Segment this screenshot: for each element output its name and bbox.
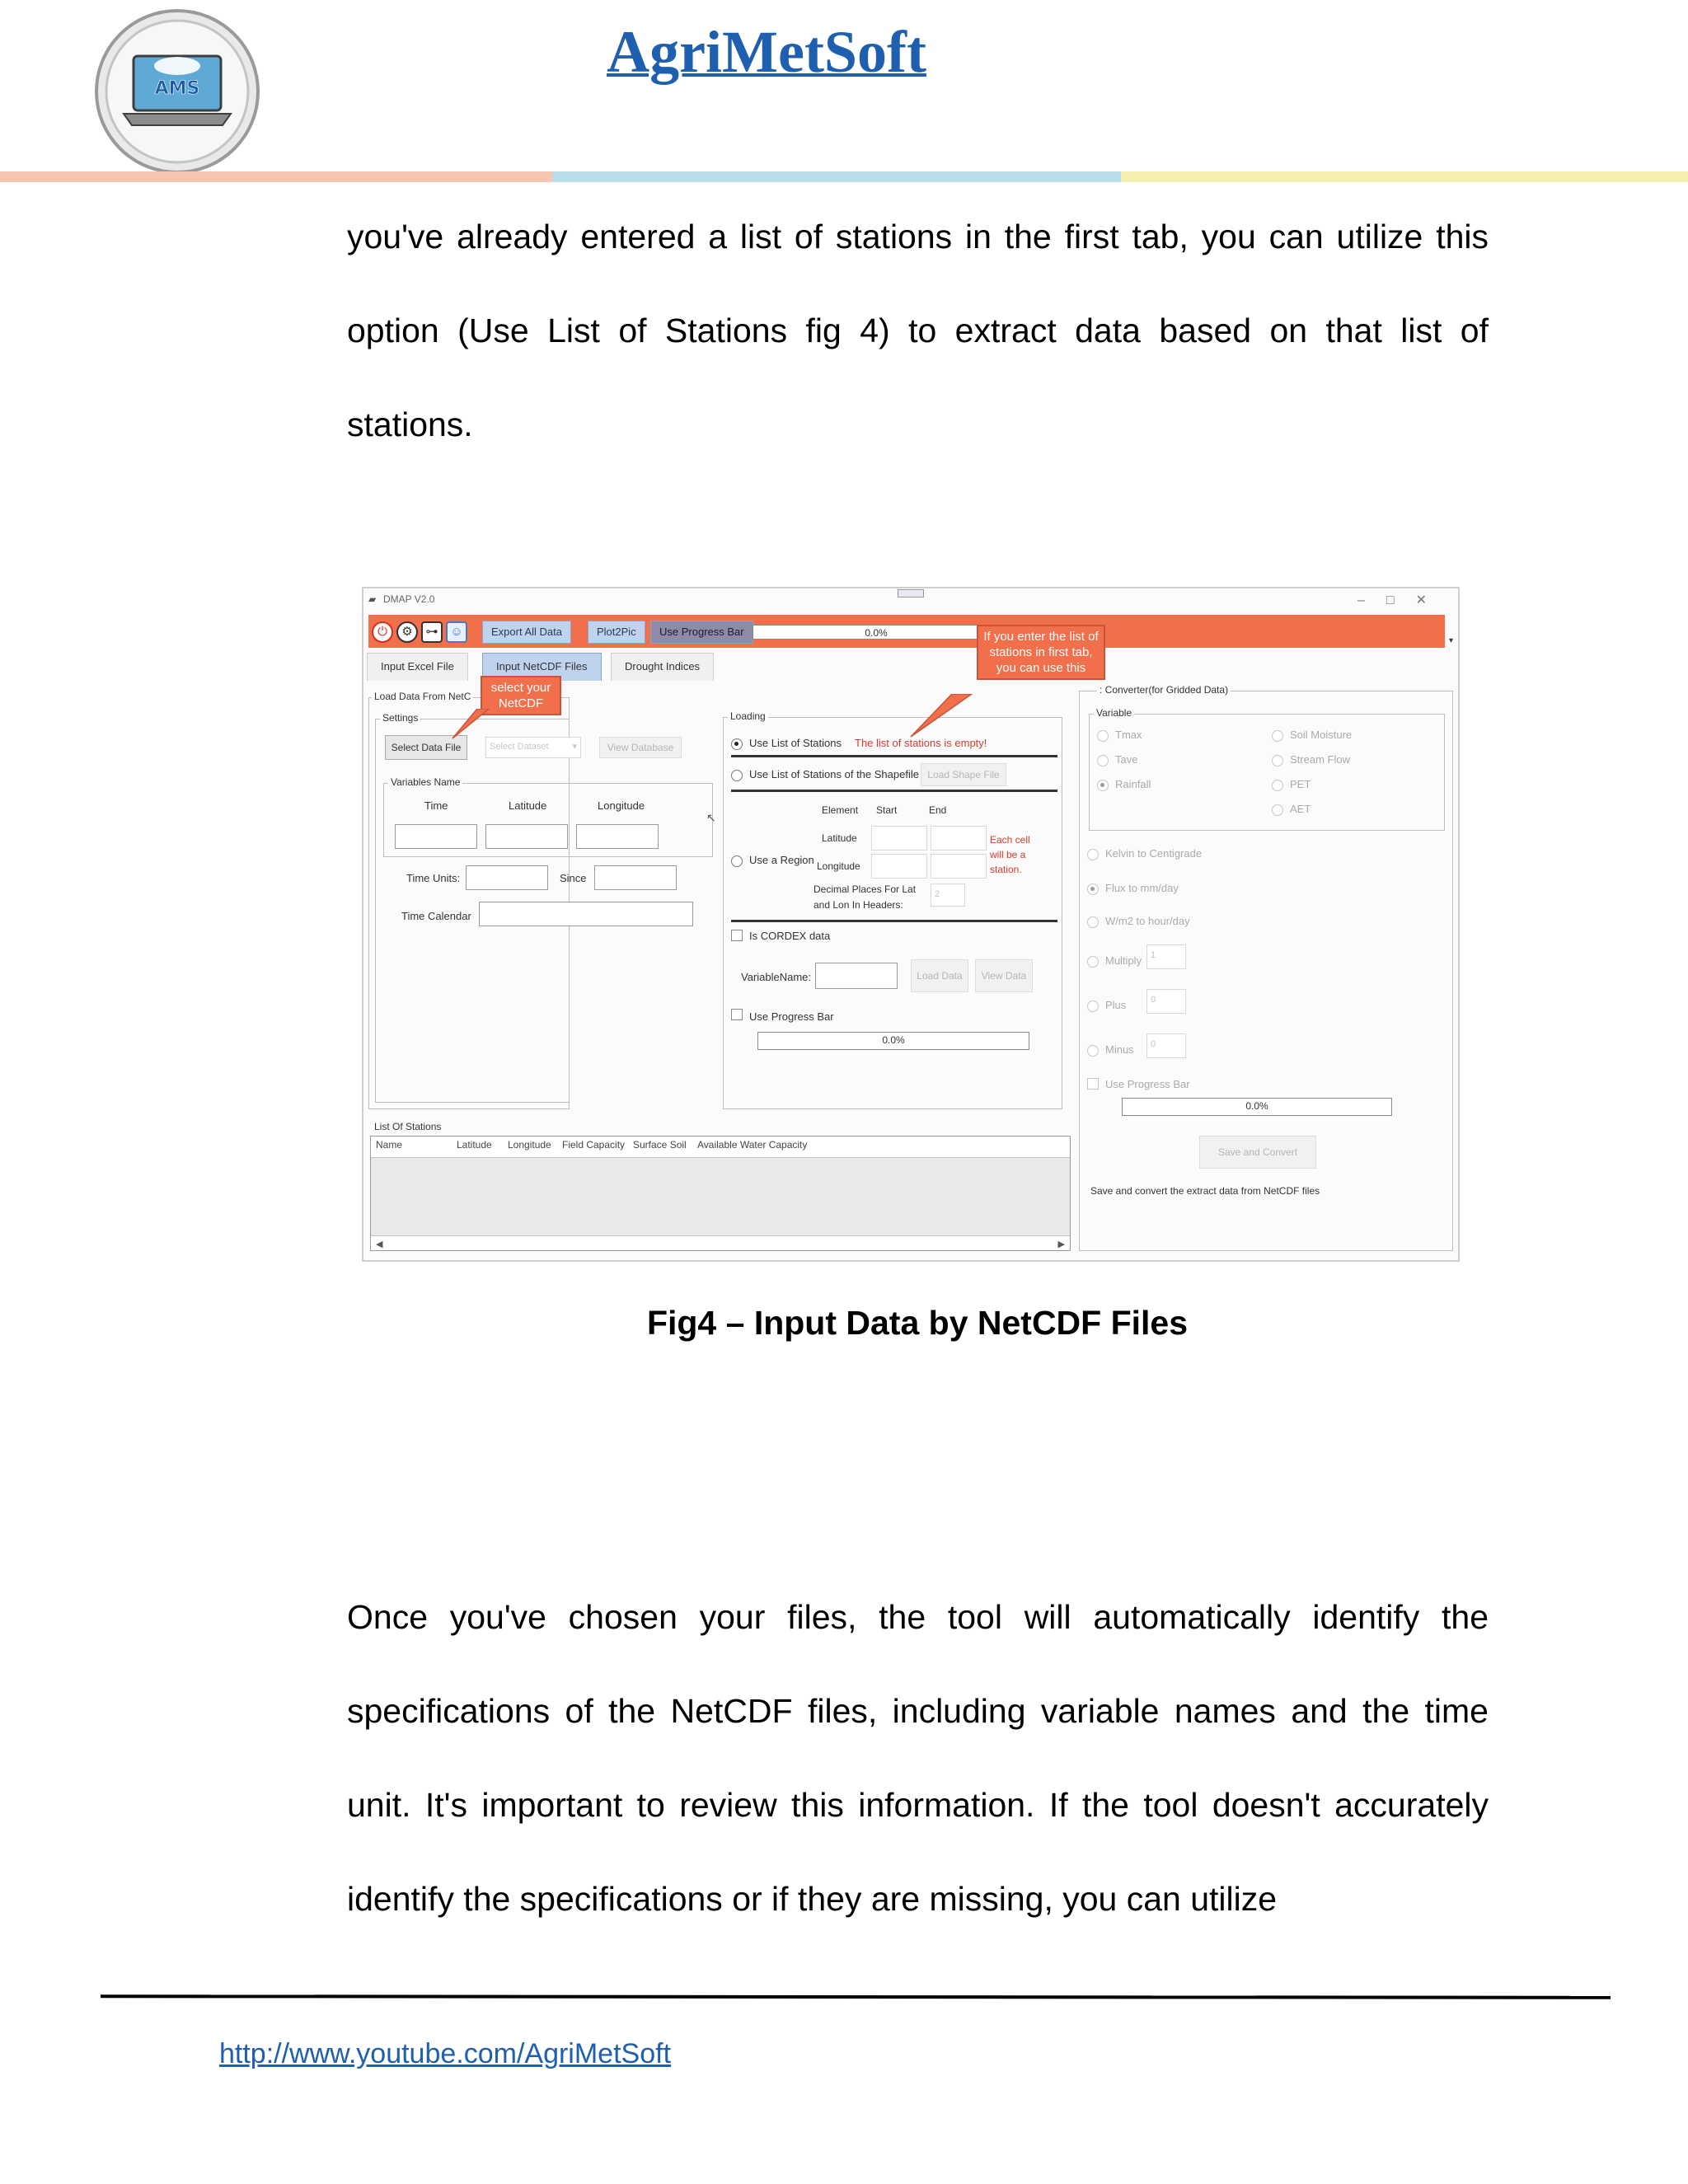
soil-moisture-label: Soil Moisture	[1290, 729, 1353, 741]
latitude-end-input[interactable]	[931, 826, 987, 851]
since-label: Since	[560, 872, 587, 884]
tab-drought-indices[interactable]: Drought Indices	[611, 653, 714, 681]
divider	[731, 790, 1057, 792]
header-rule-blue	[552, 171, 1121, 182]
station-list-callout-pointer	[907, 694, 990, 740]
converter-progress: 0.0%	[1122, 1098, 1392, 1116]
paragraph-specifications: Once you've chosen your files, the tool will automatically identify the specifications of the NetCDF files, including variable names and the time unit. It's important to review this information. If the tool doesn't accurately identify the specifications or if they are missing, you can utilize	[347, 1598, 1489, 1918]
plus-input[interactable]: 0	[1146, 989, 1186, 1014]
toolbar-progress: 0.0%	[753, 625, 1000, 640]
mouse-cursor-icon: ↖	[706, 811, 716, 824]
select-netcdf-callout-pointer	[446, 709, 495, 742]
region-longitude-label: Longitude	[817, 860, 860, 872]
figure-caption: Fig4 – Input Data by NetCDF Files	[646, 1304, 1189, 1342]
region-latitude-label: Latitude	[822, 832, 857, 844]
col-surface-soil[interactable]: Surface Soil	[633, 1139, 687, 1151]
header-rule-peach	[0, 171, 552, 182]
variables-label: Variables Name	[388, 776, 462, 788]
minus-input[interactable]: 0	[1146, 1033, 1186, 1058]
col-field-capacity[interactable]: Field Capacity	[562, 1139, 626, 1151]
col-available-water[interactable]: Available Water Capacity	[697, 1139, 808, 1151]
loading-progress-checkbox[interactable]	[731, 1009, 743, 1020]
col-name[interactable]: Name	[376, 1139, 403, 1151]
scroll-right-icon[interactable]: ▶	[1057, 1240, 1065, 1249]
export-all-button[interactable]: Export All Data	[482, 621, 571, 644]
soil-moisture-radio[interactable]	[1272, 730, 1283, 742]
save-convert-button[interactable]: Save and Convert	[1199, 1136, 1316, 1169]
users-icon[interactable]: ☺	[446, 621, 467, 643]
multiply-radio[interactable]	[1087, 956, 1099, 968]
figure-screenshot	[362, 587, 1460, 1262]
select-data-file-button[interactable]: Select Data File	[385, 735, 467, 760]
load-shape-file-button[interactable]: Load Shape File	[921, 763, 1006, 786]
tave-radio[interactable]	[1097, 755, 1109, 766]
converter-progress-checkbox[interactable]	[1087, 1078, 1099, 1090]
time-units-label: Time Units:	[406, 872, 461, 884]
minus-radio[interactable]	[1087, 1045, 1099, 1057]
latitude-variable-input[interactable]	[485, 824, 568, 849]
stations-label: List Of Stations	[372, 1121, 443, 1132]
multiply-label: Multiply	[1105, 954, 1142, 967]
decimal-places-input[interactable]: 2	[931, 883, 965, 907]
flux-radio[interactable]	[1087, 883, 1099, 895]
flux-label: Flux to mm/day	[1105, 882, 1179, 894]
time-calendar-input[interactable]	[479, 902, 693, 926]
load-data-label: Load Data From NetC	[372, 691, 473, 702]
aet-radio[interactable]	[1272, 804, 1283, 816]
end-header: End	[929, 804, 947, 816]
brand-title[interactable]: AgriMetSoft	[607, 19, 926, 85]
use-progress-bar-toggle[interactable]: Use Progress Bar	[650, 621, 753, 644]
converter-progress-label: Use Progress Bar	[1105, 1078, 1190, 1090]
app-icon: ▰	[368, 593, 377, 605]
settings-label: Settings	[380, 712, 420, 724]
cordex-checkbox[interactable]	[731, 930, 743, 941]
latitude-start-input[interactable]	[871, 826, 927, 851]
use-region-label: Use a Region	[749, 854, 814, 866]
decimal-places-label: Decimal Places For Lat and Lon In Headers:	[814, 883, 917, 911]
toolbar-overflow-icon[interactable]: ▾	[1448, 636, 1453, 645]
stream-flow-radio[interactable]	[1272, 755, 1283, 766]
col-time: Time	[424, 799, 448, 812]
power-icon[interactable]: ⏻	[372, 621, 393, 643]
select-netcdf-callout: select your NetCDF	[481, 676, 561, 715]
stations-scrollbar[interactable]	[371, 1235, 1070, 1250]
window-title: DMAP V2.0	[383, 593, 435, 605]
use-region-radio[interactable]	[731, 855, 743, 867]
use-list-label: Use List of Stations	[749, 737, 842, 749]
loading-label: Loading	[728, 710, 768, 722]
each-cell-note: Each cell will be a station.	[990, 834, 1030, 875]
plot2pic-button[interactable]: Plot2Pic	[588, 621, 645, 644]
col-latitude: Latitude	[509, 799, 547, 812]
scroll-left-icon[interactable]: ◀	[376, 1240, 383, 1249]
tave-label: Tave	[1115, 753, 1138, 766]
col-longitude[interactable]: Longitude	[508, 1139, 551, 1151]
tmax-radio[interactable]	[1097, 730, 1109, 742]
stream-flow-label: Stream Flow	[1290, 753, 1350, 766]
plus-radio[interactable]	[1087, 1001, 1099, 1012]
use-shapefile-radio[interactable]	[731, 770, 743, 781]
pet-label: PET	[1290, 778, 1311, 790]
variable-name-input[interactable]	[815, 963, 898, 989]
element-header: Element	[822, 804, 859, 816]
rainfall-radio[interactable]	[1097, 780, 1109, 791]
tab-input-netcdf[interactable]: Input NetCDF Files	[482, 653, 602, 681]
tmax-label: Tmax	[1115, 729, 1142, 741]
stations-table[interactable]	[370, 1136, 1071, 1251]
converter-note: Save and convert the extract data from NetCDF files	[1090, 1185, 1320, 1197]
tab-input-excel[interactable]: Input Excel File	[367, 653, 468, 681]
longitude-start-input[interactable]	[871, 854, 927, 879]
wm2-radio[interactable]	[1087, 916, 1099, 928]
drag-handle[interactable]	[898, 589, 924, 598]
variable-label: Variable	[1094, 707, 1134, 719]
multiply-input[interactable]: 1	[1146, 944, 1186, 969]
window-controls[interactable]: –□✕	[1357, 593, 1448, 607]
use-list-radio[interactable]	[731, 738, 743, 750]
loading-progress-label: Use Progress Bar	[749, 1010, 834, 1023]
rainfall-label: Rainfall	[1115, 778, 1151, 790]
minus-label: Minus	[1105, 1043, 1134, 1056]
wm2-label: W/m2 to hour/day	[1105, 915, 1190, 927]
youtube-link[interactable]: http://www.youtube.com/AgriMetSoft	[219, 2038, 672, 2069]
view-database-button[interactable]: View Database	[599, 737, 682, 758]
load-data-button[interactable]: Load Data	[911, 959, 968, 992]
footer-rule	[101, 1994, 1611, 1999]
longitude-variable-input[interactable]	[576, 824, 659, 849]
loading-progress: 0.0%	[757, 1032, 1029, 1050]
pet-radio[interactable]	[1272, 780, 1283, 791]
dataset-select[interactable]: Select Dataset ▾	[485, 737, 581, 758]
view-data-button[interactable]: View Data	[975, 959, 1033, 992]
key-icon[interactable]: ⊶	[421, 621, 443, 643]
settings-icon[interactable]: ⚙	[396, 621, 418, 643]
longitude-end-input[interactable]	[931, 854, 987, 879]
plus-label: Plus	[1105, 999, 1127, 1011]
col-latitude[interactable]: Latitude	[457, 1139, 492, 1151]
header-rule-yellow	[1121, 171, 1688, 182]
kelvin-label: Kelvin to Centigrade	[1105, 847, 1203, 860]
converter-label: : Converter(for Gridded Data)	[1097, 684, 1231, 696]
kelvin-radio[interactable]	[1087, 849, 1099, 860]
since-input[interactable]	[594, 865, 677, 890]
start-header: Start	[876, 804, 898, 816]
col-longitude: Longitude	[598, 799, 645, 812]
time-variable-input[interactable]	[395, 824, 477, 849]
time-calendar-label: Time Calendar	[401, 910, 471, 922]
list-empty-warning: The list of stations is empty!	[855, 737, 987, 749]
station-list-callout: If you enter the list of stations in first tab, you can use this	[977, 625, 1105, 680]
divider	[731, 755, 1057, 757]
divider	[731, 920, 1057, 922]
use-shapefile-label: Use List of Stations of the Shapefile	[749, 768, 919, 780]
cordex-label: Is CORDEX data	[749, 930, 831, 942]
time-units-input[interactable]	[466, 865, 548, 890]
aet-label: AET	[1290, 803, 1311, 815]
variable-name-label: VariableName:	[741, 971, 812, 983]
svg-text:AMS: AMS	[154, 78, 200, 99]
paragraph-intro: you've already entered a list of stations in the first tab, you can utilize this option (Use List of Stations fig 4) to extract data based on that list of stations.	[347, 218, 1489, 443]
